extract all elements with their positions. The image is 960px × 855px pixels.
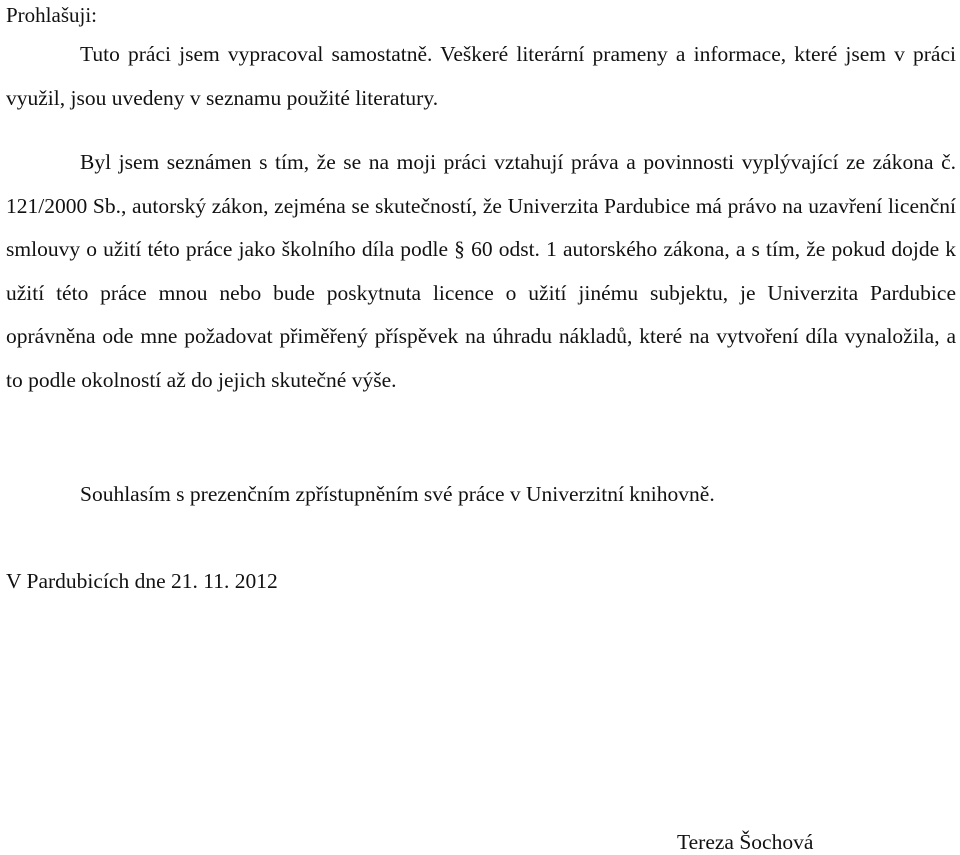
copyright-paragraph: Byl jsem seznámen s tím, že se na moji práci vztahují práva a povinnosti vyplývající ze zákona č. 121/2000 Sb., autorský zákon, zejména se skutečností, že Univerzita Pardubice má právo na uzavření licenční smlouvy o užití této práce jako školního díla podle § 60 odst. 1 autorského zákona, a s tím, že pokud dojde k užití této práce mnou nebo bude poskytnuta licence o užití jinému subjektu, je Univerzita Pardubice oprávněna ode mne požadovat přiměřený příspěvek na úhradu nákladů, které na vytvoření díla vynaložila, a to podle okolností až do jejich skutečné výše.: [6, 150, 956, 392]
originality-paragraph: Tuto práci jsem vypracoval samostatně. Veškeré literární prameny a informace, které jsem v práci využil, jsou uvedeny v seznamu použité literatury.: [6, 42, 956, 110]
library-consent-paragraph: Souhlasím s prezenčním zpřístupněním své práce v Univerzitní knihovně.: [80, 482, 715, 506]
place-date: V Pardubicích dne 21. 11. 2012: [6, 569, 278, 593]
declaration-heading: Prohlašuji:: [6, 3, 98, 27]
author-signature-name: Tereza Šochová: [677, 830, 814, 854]
